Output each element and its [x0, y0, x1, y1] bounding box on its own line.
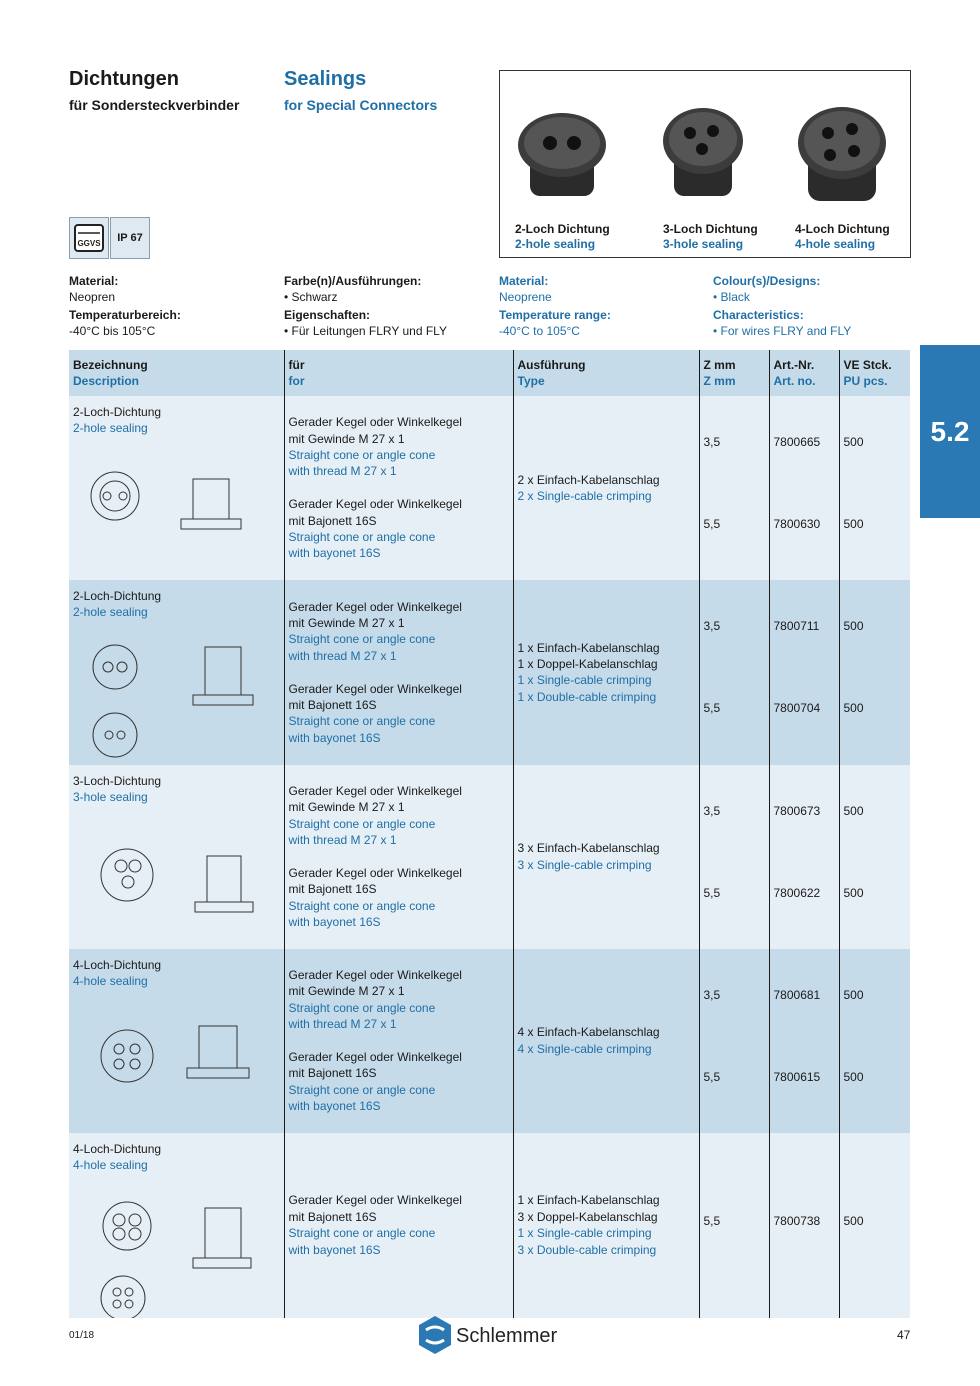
for-line: Gerader Kegel oder Winkelkegel: [288, 783, 462, 798]
specs-material-de: [69, 273, 181, 339]
product-name-de: 2-Loch-Dichtung: [73, 589, 162, 603]
product-name-en: 3-hole sealing: [73, 790, 148, 805]
product-name-de: 4-Loch-Dichtung: [73, 1141, 162, 1156]
cell-art: [769, 1133, 839, 1318]
ve-value: 500: [843, 435, 864, 449]
spec-value: • For wires FLRY and FLY: [713, 324, 852, 338]
spec-label: Farbe(n)/Ausführungen:: [284, 274, 422, 288]
cell-type: [513, 765, 699, 949]
ve-values: [844, 396, 907, 572]
for-line: Gerader Kegel oder Winkelkegel: [288, 866, 462, 880]
cell-description: [69, 765, 284, 949]
z-value: 3,5: [703, 435, 721, 449]
cell-for: [284, 765, 513, 949]
caption-en: 3-hole sealing: [663, 237, 744, 251]
type-line: 3 x Single-cable crimping: [517, 857, 652, 872]
art-value: 7800681: [773, 987, 821, 1002]
caption-de: 3-Loch Dichtung: [663, 222, 758, 236]
for-line: Straight cone or angle cone: [288, 530, 436, 544]
ve-value: 500: [843, 619, 864, 633]
z-value: 5,5: [703, 885, 721, 900]
ve-values: [844, 580, 907, 756]
table-header: [69, 350, 910, 396]
cell-ve: [839, 580, 910, 765]
art-values: [774, 949, 835, 1125]
for-line: mit Bajonett 16S: [288, 882, 377, 897]
for-line: [289, 1033, 509, 1049]
ggvs-badge: [69, 217, 109, 259]
type-line: 3 x Einfach-Kabelanschlag: [517, 841, 660, 856]
cell-ve: [839, 396, 910, 580]
cell-for: [284, 1133, 513, 1318]
for-line: with bayonet 16S: [288, 1099, 381, 1114]
art-values: [774, 1133, 835, 1309]
type-line: 4 x Einfach-Kabelanschlag: [517, 1025, 660, 1040]
z-value: 5,5: [703, 517, 721, 531]
type-line: 4 x Single-cable crimping: [517, 1041, 652, 1056]
for-line: with thread M 27 x 1: [288, 833, 397, 848]
for-line: mit Gewinde M 27 x 1: [288, 615, 405, 630]
table-row: [69, 396, 910, 580]
spec-value: -40°C to 105°C: [499, 324, 580, 338]
ve-values: [844, 1133, 907, 1309]
spec-value: Neopren: [69, 290, 116, 304]
cell-for: [284, 949, 513, 1133]
for-line: Straight cone or angle cone: [288, 898, 436, 913]
z-value: 5,5: [703, 701, 721, 715]
col-art-no: [769, 350, 839, 396]
cell-art: [769, 396, 839, 580]
header-en: PU pcs.: [843, 374, 888, 388]
page-number: 47: [897, 1328, 911, 1342]
spec-value: • Für Leitungen FLRY und FLY: [284, 324, 447, 338]
product-name-de: 2-Loch-Dichtung: [73, 405, 162, 419]
subtitle-de: für Sondersteckverbinder: [69, 97, 240, 113]
for-line: mit Bajonett 16S: [288, 698, 377, 712]
col-pu: [839, 350, 910, 396]
product-name-de: 3-Loch-Dichtung: [73, 773, 162, 788]
cell-ve: [839, 949, 910, 1133]
ve-value: 500: [843, 803, 864, 818]
spec-label: Colour(s)/Designs:: [713, 274, 821, 288]
for-line: with bayonet 16S: [288, 730, 381, 745]
for-line: Straight cone or angle cone: [288, 632, 436, 647]
section-tab: 5.2: [920, 345, 980, 518]
title-de: Dichtungen: [69, 68, 179, 90]
art-value: 7800622: [773, 885, 821, 900]
spec-label: Material:: [69, 274, 119, 288]
z-values: [704, 396, 765, 572]
col-description: [69, 350, 284, 396]
art-value: 7800615: [773, 1069, 821, 1084]
header-en: Art. no.: [773, 374, 816, 388]
spec-label: Eigenschaften:: [284, 308, 371, 322]
cell-z: [699, 765, 769, 949]
art-values: [774, 580, 835, 756]
cell-z: [699, 580, 769, 765]
type-line: 1 x Single-cable crimping: [517, 673, 652, 688]
type-line: 1 x Doppel-Kabelanschlag: [517, 657, 658, 671]
for-line: [289, 664, 509, 680]
product-name-en: 2-hole sealing: [73, 605, 148, 620]
ve-value: 500: [843, 885, 864, 900]
caption-en: 4-hole sealing: [795, 237, 876, 251]
z-value: 5,5: [703, 1069, 721, 1084]
for-line: with thread M 27 x 1: [288, 464, 397, 479]
type-line: 2 x Einfach-Kabelanschlag: [517, 472, 660, 487]
ggvs-badge-text: GGVS: [77, 239, 101, 248]
header-de: Ausführung: [517, 357, 586, 372]
spec-value: • Schwarz: [284, 290, 338, 304]
type-line: 3 x Doppel-Kabelanschlag: [517, 1209, 658, 1224]
photo-caption-3-hole: [663, 222, 758, 252]
table-row: [69, 949, 910, 1133]
ve-value: 500: [843, 1213, 864, 1228]
type-line: 1 x Einfach-Kabelanschlag: [517, 640, 660, 655]
spec-label: Temperaturbereich:: [69, 308, 181, 322]
schlemmer-logo-icon: [416, 1314, 576, 1356]
header-de: VE Stck.: [843, 357, 892, 372]
for-line: Gerader Kegel oder Winkelkegel: [288, 681, 462, 696]
header-de: Art.-Nr.: [773, 357, 815, 372]
for-line: with thread M 27 x 1: [288, 1017, 397, 1032]
for-line: mit Bajonett 16S: [288, 1209, 377, 1224]
z-values: [704, 580, 765, 756]
for-line: Straight cone or angle cone: [288, 816, 436, 831]
subtitle-en: for Special Connectors: [284, 97, 438, 113]
technical-drawing: [73, 441, 273, 561]
for-line: mit Gewinde M 27 x 1: [288, 800, 405, 815]
art-value: 7800630: [773, 517, 821, 531]
header-en: Z mm: [703, 374, 736, 388]
col-for: [284, 350, 513, 396]
cell-z: [699, 949, 769, 1133]
for-line: with bayonet 16S: [288, 1242, 381, 1257]
for-line: mit Gewinde M 27 x 1: [288, 984, 405, 999]
for-line: Straight cone or angle cone: [288, 1082, 436, 1097]
z-value: 3,5: [703, 619, 721, 633]
cell-ve: [839, 765, 910, 949]
ve-value: 500: [843, 701, 864, 715]
caption-de: 2-Loch Dichtung: [515, 222, 610, 236]
for-line: Gerader Kegel oder Winkelkegel: [288, 1050, 462, 1064]
cell-type: [513, 396, 699, 580]
seal-2-hole-image: [512, 105, 612, 205]
cell-for: [284, 580, 513, 765]
ve-values: [844, 765, 907, 941]
specs-material-en: [499, 273, 611, 339]
art-value: 7800711: [773, 619, 820, 633]
ve-value: 500: [843, 517, 864, 531]
art-value: 7800704: [773, 701, 821, 715]
cell-art: [769, 949, 839, 1133]
product-name-de: 4-Loch-Dichtung: [73, 957, 162, 972]
technical-drawing: [73, 1178, 273, 1318]
photo-caption-4-hole: [795, 222, 890, 252]
type-line: 1 x Einfach-Kabelanschlag: [517, 1193, 660, 1208]
ve-value: 500: [843, 1069, 864, 1084]
spec-label: Characteristics:: [713, 308, 804, 322]
spec-label: Temperature range:: [499, 308, 611, 322]
z-value: 3,5: [703, 987, 721, 1002]
table-row: [69, 1133, 910, 1318]
for-line: with bayonet 16S: [288, 915, 381, 930]
spec-value: Neoprene: [499, 290, 552, 304]
cell-type: [513, 580, 699, 765]
cell-ve: [839, 1133, 910, 1318]
product-name-en: 2-hole sealing: [73, 421, 148, 436]
art-values: [774, 396, 835, 572]
header-de: für: [288, 357, 305, 372]
z-value: 3,5: [703, 803, 721, 818]
caption-de: 4-Loch Dichtung: [795, 222, 890, 236]
for-line: [289, 849, 509, 865]
cell-type: [513, 949, 699, 1133]
footer-date: 01/18: [69, 1330, 95, 1341]
technical-drawing: [73, 994, 273, 1114]
art-values: [774, 765, 835, 941]
table-row: [69, 580, 910, 765]
for-line: [289, 480, 509, 496]
seal-4-hole-image: [792, 101, 892, 211]
photo-caption-2-hole: [515, 222, 610, 252]
col-z: [699, 350, 769, 396]
header-de: Z mm: [703, 357, 736, 372]
for-line: Straight cone or angle cone: [288, 714, 436, 729]
type-line: 2 x Single-cable crimping: [517, 489, 652, 503]
cell-art: [769, 765, 839, 949]
caption-en: 2-hole sealing: [515, 237, 596, 251]
technical-drawing: [73, 810, 273, 930]
for-line: Straight cone or angle cone: [288, 1000, 436, 1015]
specs-colour-de: [284, 273, 447, 339]
product-photo-box: [499, 70, 911, 258]
spec-label: Material:: [499, 274, 549, 288]
cell-for: [284, 396, 513, 580]
for-line: mit Gewinde M 27 x 1: [288, 431, 405, 446]
for-line: Gerader Kegel oder Winkelkegel: [288, 497, 462, 512]
ggvs-logo-icon: [70, 218, 108, 258]
for-line: Straight cone or angle cone: [288, 447, 436, 462]
specs-colour-en: [713, 273, 851, 339]
header-en: for: [288, 374, 305, 388]
for-line: Straight cone or angle cone: [288, 1226, 436, 1241]
ve-value: 500: [843, 987, 864, 1002]
art-value: 7800738: [773, 1213, 821, 1228]
cell-type: [513, 1133, 699, 1318]
z-value: 5,5: [703, 1213, 721, 1228]
product-name-en: 4-hole sealing: [73, 974, 148, 989]
seal-3-hole-image: [658, 103, 748, 203]
title-en: Sealings: [284, 68, 367, 90]
z-values: [704, 1133, 765, 1309]
brand-logo: [416, 1314, 576, 1361]
spec-value: -40°C bis 105°C: [69, 324, 156, 338]
ip67-badge: IP 67: [110, 217, 150, 259]
z-values: [704, 949, 765, 1125]
header-en: Description: [73, 374, 140, 388]
header-en: Type: [517, 374, 545, 388]
ve-values: [844, 949, 907, 1125]
type-line: 1 x Double-cable crimping: [517, 689, 657, 704]
for-line: Gerader Kegel oder Winkelkegel: [288, 415, 462, 430]
z-values: [704, 765, 765, 941]
for-line: mit Bajonett 16S: [288, 513, 377, 528]
technical-drawing: [73, 625, 273, 765]
cell-description: [69, 1133, 284, 1318]
cell-description: [69, 396, 284, 580]
cell-z: [699, 1133, 769, 1318]
cell-art: [769, 580, 839, 765]
cell-description: [69, 949, 284, 1133]
art-value: 7800673: [773, 803, 821, 818]
spec-value: • Black: [713, 290, 750, 304]
for-line: mit Bajonett 16S: [288, 1066, 377, 1081]
header-de: Bezeichnung: [73, 357, 148, 372]
for-line: Gerader Kegel oder Winkelkegel: [288, 967, 462, 982]
for-line: Gerader Kegel oder Winkelkegel: [288, 1193, 462, 1208]
brand-name: Schlemmer: [456, 1325, 558, 1347]
art-value: 7800665: [773, 435, 821, 449]
for-line: with thread M 27 x 1: [288, 648, 397, 663]
cell-description: [69, 580, 284, 765]
product-table: [69, 350, 910, 1318]
col-type: [513, 350, 699, 396]
type-line: 3 x Double-cable crimping: [517, 1242, 657, 1257]
table-row: [69, 765, 910, 949]
type-line: 1 x Single-cable crimping: [517, 1226, 652, 1241]
product-name-en: 4-hole sealing: [73, 1158, 148, 1173]
for-line: Gerader Kegel oder Winkelkegel: [288, 599, 462, 614]
cell-z: [699, 396, 769, 580]
for-line: with bayonet 16S: [288, 546, 381, 561]
